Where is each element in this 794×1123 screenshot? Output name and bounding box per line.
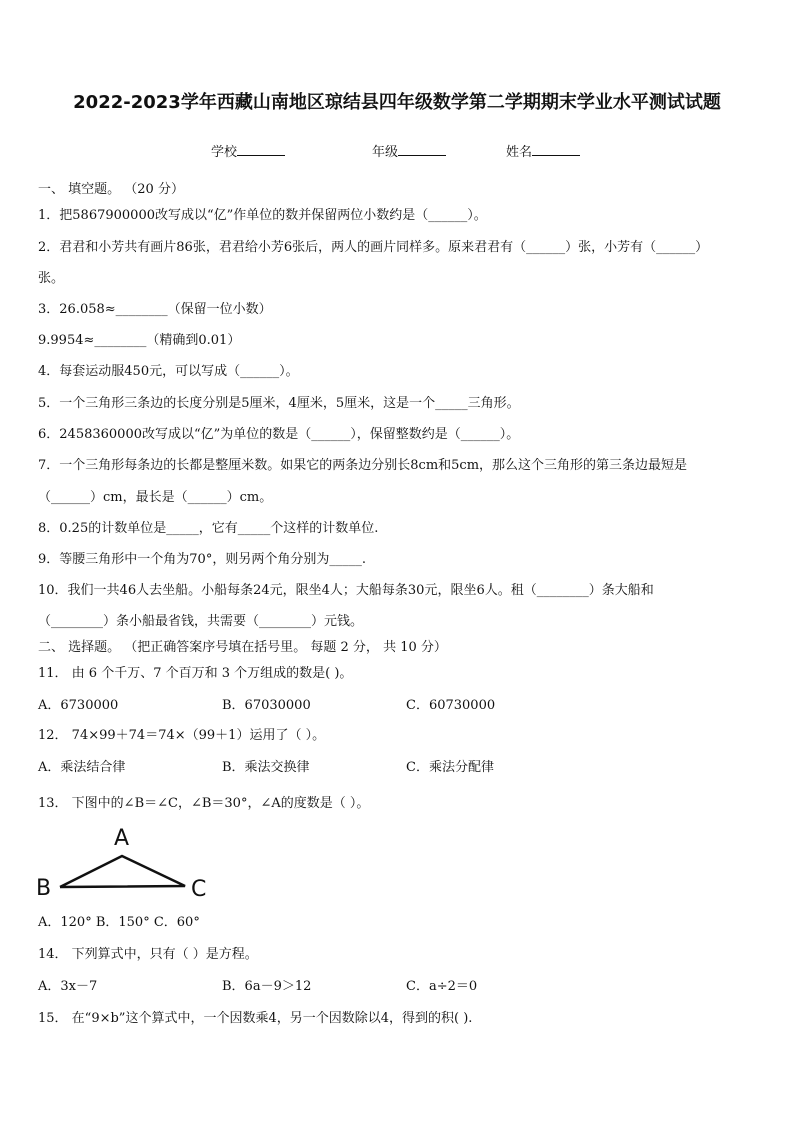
name-label: 姓名 [506,145,533,160]
question-3: 3．26.058≈________（保留一位小数） [38,302,272,317]
school-field [211,141,285,160]
q14-option-c: C．a÷2＝0 [406,979,478,994]
section-choice-heading: 二、 选择题。 （把正确答案序号填在括号里。 每题 2 分， 共 10 分） [38,640,447,655]
question-10: 10．我们一共46人去坐船。小船每条24元，限坐4人；大船每条30元，限坐6人。租（________）条大船和 [38,583,654,598]
question-3-b: 9.9954≈________（精确到0.01） [38,333,241,348]
question-10-cont: （________）条小船最省钱，共需要（________）元钱。 [38,614,364,629]
grade-field [372,141,446,160]
name-blank [532,143,580,156]
question-8: 8．0.25的计数单位是_____，它有_____个这样的计数单位. [38,521,379,536]
question-2-cont: 张。 [38,271,65,286]
question-7-cont: （______）cm，最长是（______）cm。 [38,490,273,505]
section-fill-heading: 一、 填空题。 （20 分） [38,182,184,197]
question-11: 11． 由 6 个千万、7 个百万和 3 个万组成的数是( )。 [38,666,353,681]
vertex-b-label: B [36,876,52,901]
grade-blank [398,143,446,156]
school-blank [237,143,285,156]
question-12: 12． 74×99＋74＝74×（99＋1）运用了（ ）。 [38,728,326,743]
q11-option-b: B．67030000 [222,698,311,713]
q14-option-a: A．3x－7 [38,979,98,994]
question-2: 2．君君和小芳共有画片86张，君君给小芳6张后，两人的画片同样多。原来君君有（______）张，小芳有（______） [38,240,709,255]
q11-option-a: A．6730000 [38,698,119,713]
page-title: 2022-2023学年西藏山南地区琼结县四年级数学第二学期期末学业水平测试试题 [73,92,721,113]
q13-options: A．120° B．150° C．60° [38,915,200,930]
q11-option-c: C．60730000 [406,698,496,713]
question-13: 13． 下图中的∠B＝∠C，∠B＝30°，∠A的度数是（ ）。 [38,796,370,811]
vertex-a-label: A [114,826,130,851]
grade-label: 年级 [372,145,399,160]
q12-option-b: B．乘法交换律 [222,760,310,775]
triangle-figure [36,824,216,906]
question-4: 4．每套运动服450元，可以写成（______）。 [38,364,299,379]
question-9: 9．等腰三角形中一个角为70°，则另两个角分别为_____. [38,552,366,567]
q12-option-c: C．乘法分配律 [406,760,494,775]
question-7: 7．一个三角形每条边的长都是整厘米数。如果它的两条边分别长8cm和5cm，那么这个三角形的第三条边最短是 [38,458,688,473]
q14-option-b: B．6a－9＞12 [222,979,312,994]
vertex-c-label: C [191,877,207,902]
school-label: 学校 [211,145,238,160]
question-5: 5．一个三角形三条边的长度分别是5厘米，4厘米，5厘米，这是一个_____三角形。 [38,396,520,411]
question-15: 15． 在“9×b”这个算式中，一个因数乘4，另一个因数除以4，得到的积( ). [38,1011,473,1026]
question-14: 14． 下列算式中，只有（ ）是方程。 [38,947,258,962]
question-1: 1．把5867900000改写成以“亿”作单位的数并保留两位小数约是（______）。 [38,208,487,223]
question-6: 6．2458360000改写成以“亿”为单位的数是（______），保留整数约是（______）。 [38,427,520,442]
q12-option-a: A．乘法结合律 [38,760,126,775]
name-field [506,141,580,160]
